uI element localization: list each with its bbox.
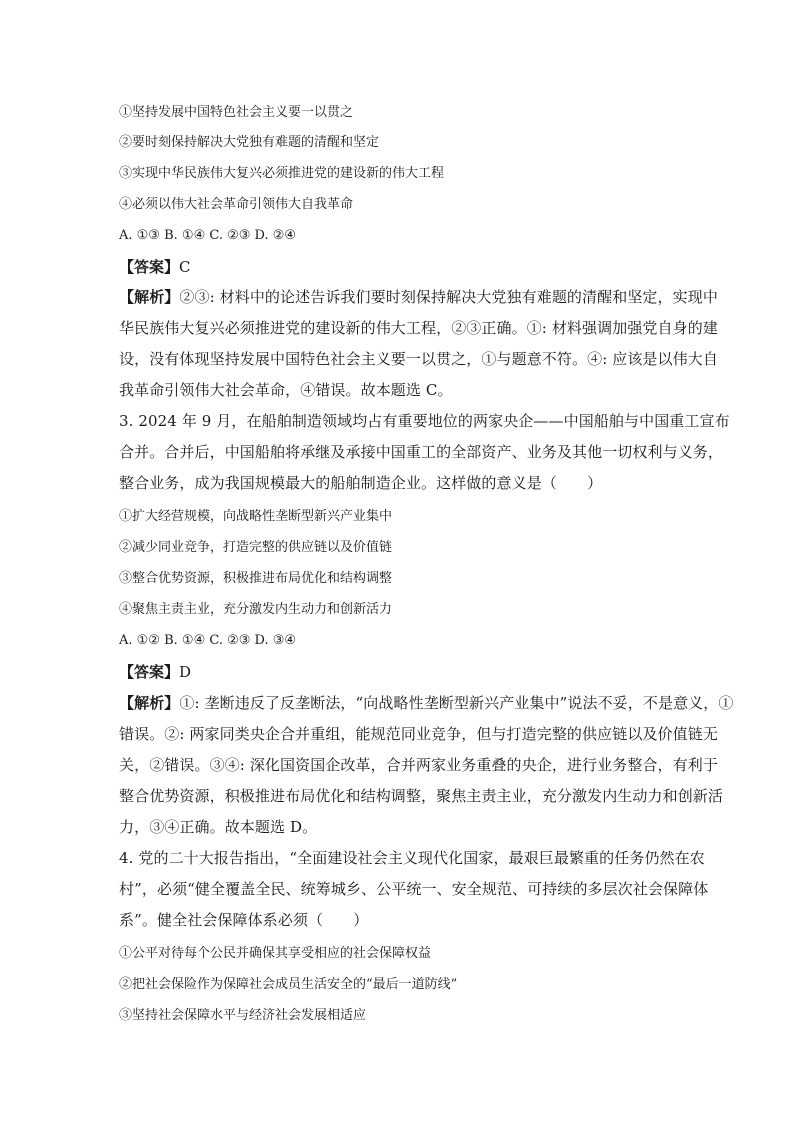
- q3-answer-label: 【答案】: [119, 663, 180, 681]
- q2-analysis-label: 【解析】: [119, 288, 180, 306]
- q2-analysis-line-3: 设，没有体现坚持发展中国特色社会主义要一以贯之，①与题意不符。④: 应该是以伟大自: [119, 350, 718, 368]
- q3-choices: A. ①② B. ①④ C. ②③ D. ③④: [119, 633, 297, 648]
- q3-stem-line-3: 整合业务，成为我国规模最大的船舶制造企业。这样做的意义是（ ）: [119, 474, 603, 492]
- q2-answer-label: 【答案】: [119, 258, 180, 276]
- q4-stem-line-1: 4. 党的二十大报告指出，“全面建设社会主义现代化国家，最艰巨最繁重的任务仍然在农: [119, 849, 705, 867]
- q2-choices: A. ①③ B. ①④ C. ②③ D. ②④: [119, 228, 297, 243]
- q4-stem-line-2: 村”，必须“健全覆盖全民、统筹城乡、公平统一、安全规范、可持续的多层次社会保障体: [119, 880, 709, 898]
- q3-option-3: ③整合优势资源，积极推进布局优化和结构调整: [119, 571, 393, 586]
- q4-stem-line-3: 系”。健全社会保障体系必须（ ）: [119, 911, 369, 929]
- q3-analysis-line-4: 整合优势资源，积极推进布局优化和结构调整，聚焦主责主业，充分激发内生动力和创新活: [119, 787, 724, 805]
- q3-stem-line-1: 3. 2024 年 9 月，在船舶制造领域均占有重要地位的两家央企——中国船舶与中国重工宣布: [119, 412, 730, 430]
- q2-option-2: ②要时刻保持解决大党独有难题的清醒和坚定: [119, 135, 380, 150]
- q2-option-3: ③实现中华民族伟大复兴必须推进党的建设新的伟大工程: [119, 166, 445, 181]
- q2-analysis-line-1: 【解析】②③: 材料中的论述告诉我们要时刻保持解决大党独有难题的清醒和坚定，实现中: [119, 288, 718, 306]
- q3-analysis-line-3: 关，②错误。③④: 深化国资国企改革，合并两家业务重叠的央企，进行业务整合，有利于: [119, 756, 718, 774]
- q2-answer-value: C: [179, 258, 191, 276]
- q3-option-4: ④聚焦主责主业，充分激发内生动力和创新活力: [119, 602, 393, 617]
- q3-analysis-line-1: 【解析】①: 垄断违反了反垄断法，“向战略性垄断型新兴产业集中”说法不妥，不是意义，①: [119, 694, 734, 712]
- q3-answer: [119, 662, 191, 682]
- q3-analysis-label: 【解析】: [119, 694, 180, 712]
- q3-answer-value: D: [179, 663, 192, 681]
- q2-analysis-line-4: 我革命引领伟大社会革命，④错误。故本题选 C。: [119, 381, 453, 399]
- q4-option-2: ②把社会保险作为保障社会成员生活安全的“最后一道防线”: [119, 977, 458, 992]
- q3-stem-line-2: 合并。合并后，中国船舶将承继及承接中国重工的全部资产、业务及其他一切权利与义务，: [119, 443, 724, 461]
- q2-option-4: ④必须以伟大社会革命引领伟大自我革命: [119, 197, 354, 212]
- q2-answer: [119, 257, 191, 277]
- q3-option-2: ②减少同业竞争，打造完整的供应链以及价值链: [119, 540, 393, 555]
- q4-option-3: ③坚持社会保障水平与经济社会发展相适应: [119, 1008, 367, 1023]
- q3-analysis-line-2: 错误。②: 两家同类央企合并重组，能规范同业竞争，但与打造完整的供应链以及价值链无: [119, 725, 718, 743]
- q3-option-1: ①扩大经营规模，向战略性垄断型新兴产业集中: [119, 509, 393, 524]
- q2-analysis-line-2: 华民族伟大复兴必须推进党的建设新的伟大工程，②③正确。①: 材料强调加强党自身的建: [119, 319, 718, 337]
- q2-option-1: ①坚持发展中国特色社会主义要一以贯之: [119, 105, 354, 120]
- q4-option-1: ①公平对待每个公民并确保其享受相应的社会保障权益: [119, 946, 432, 961]
- q3-analysis-line-5: 力，③④正确。故本题选 D。: [119, 818, 318, 836]
